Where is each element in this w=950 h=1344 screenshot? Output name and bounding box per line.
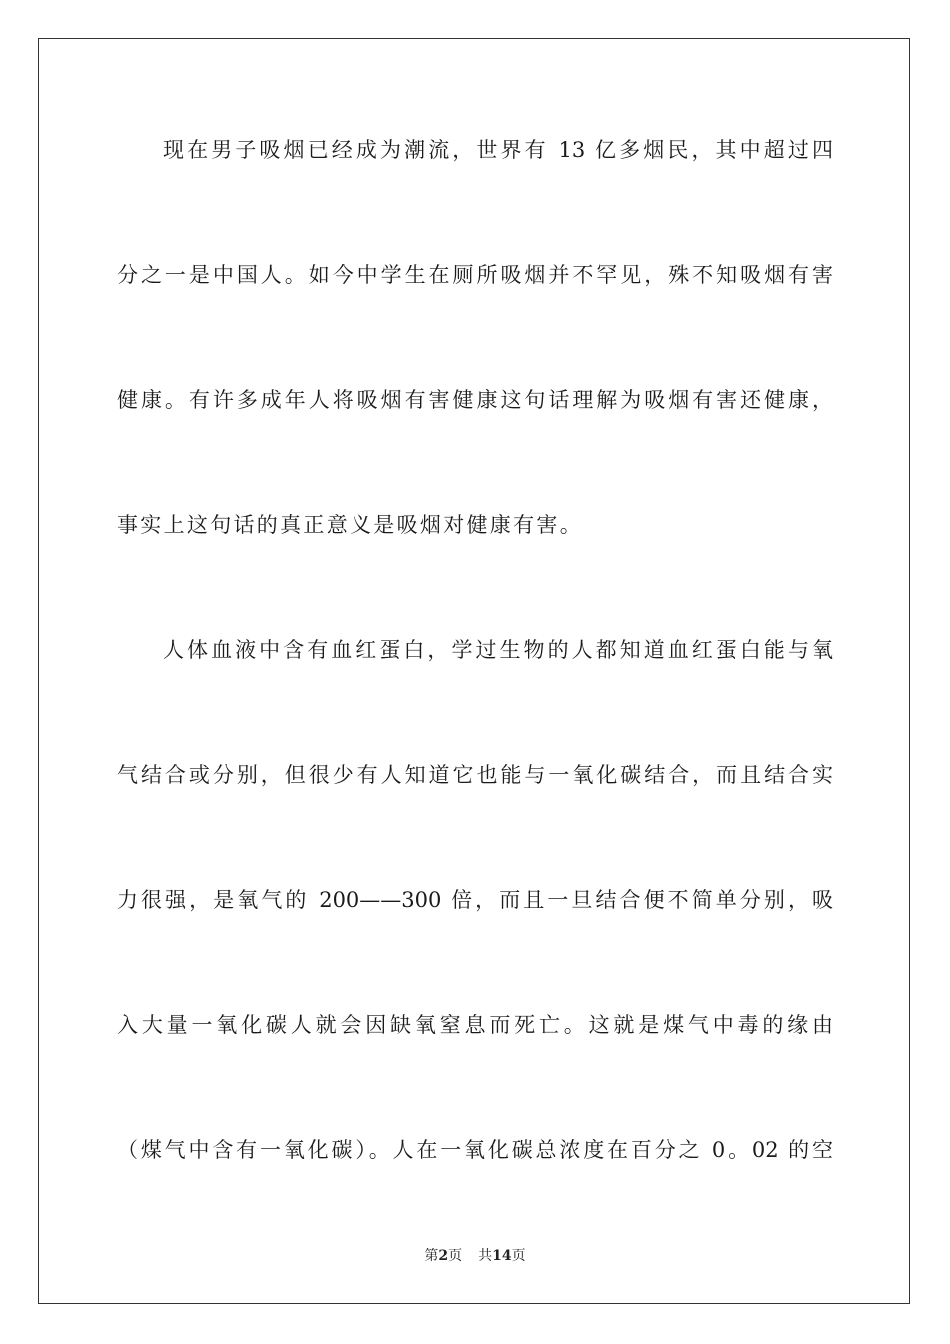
page-unit: 页 (448, 1248, 463, 1264)
paragraph-1-line-4: 事实上这句话的真正意义是吸烟对健康有害。 (117, 513, 583, 537)
paragraph-2-line-1: 人体血液中含有血红蛋白，学过生物的人都知道血红蛋白能与氧 (163, 638, 833, 662)
paragraph-1-line-3: 健康。有许多成年人将吸烟有害健康这句话理解为吸烟有害还健康， (117, 388, 833, 412)
page-current: 2 (438, 1248, 449, 1264)
page-prefix: 第 (424, 1248, 439, 1264)
total-prefix: 共 (478, 1248, 493, 1264)
page-total: 14 (492, 1248, 512, 1264)
page-number-footer (0, 1246, 950, 1266)
paragraph-1-line-2: 分之一是中国人。如今中学生在厕所吸烟并不罕见，殊不知吸烟有害 (117, 263, 833, 287)
paragraph-1-line-1: 现在男子吸烟已经成为潮流，世界有 13 亿多烟民，其中超过四 (163, 138, 833, 162)
total-unit: 页 (511, 1248, 526, 1264)
paragraph-2-line-2: 气结合或分别，但很少有人知道它也能与一氧化碳结合，而且结合实 (117, 763, 833, 787)
page-border (38, 38, 910, 1304)
paragraph-2-line-5: （煤气中含有一氧化碳）。人在一氧化碳总浓度在百分之 0。02 的空 (117, 1138, 833, 1162)
paragraph-2-line-3: 力很强，是氧气的 200——300 倍，而且一旦结合便不简单分别，吸 (117, 888, 833, 912)
paragraph-2-line-4: 入大量一氧化碳人就会因缺氧窒息而死亡。这就是煤气中毒的缘由 (117, 1013, 833, 1037)
